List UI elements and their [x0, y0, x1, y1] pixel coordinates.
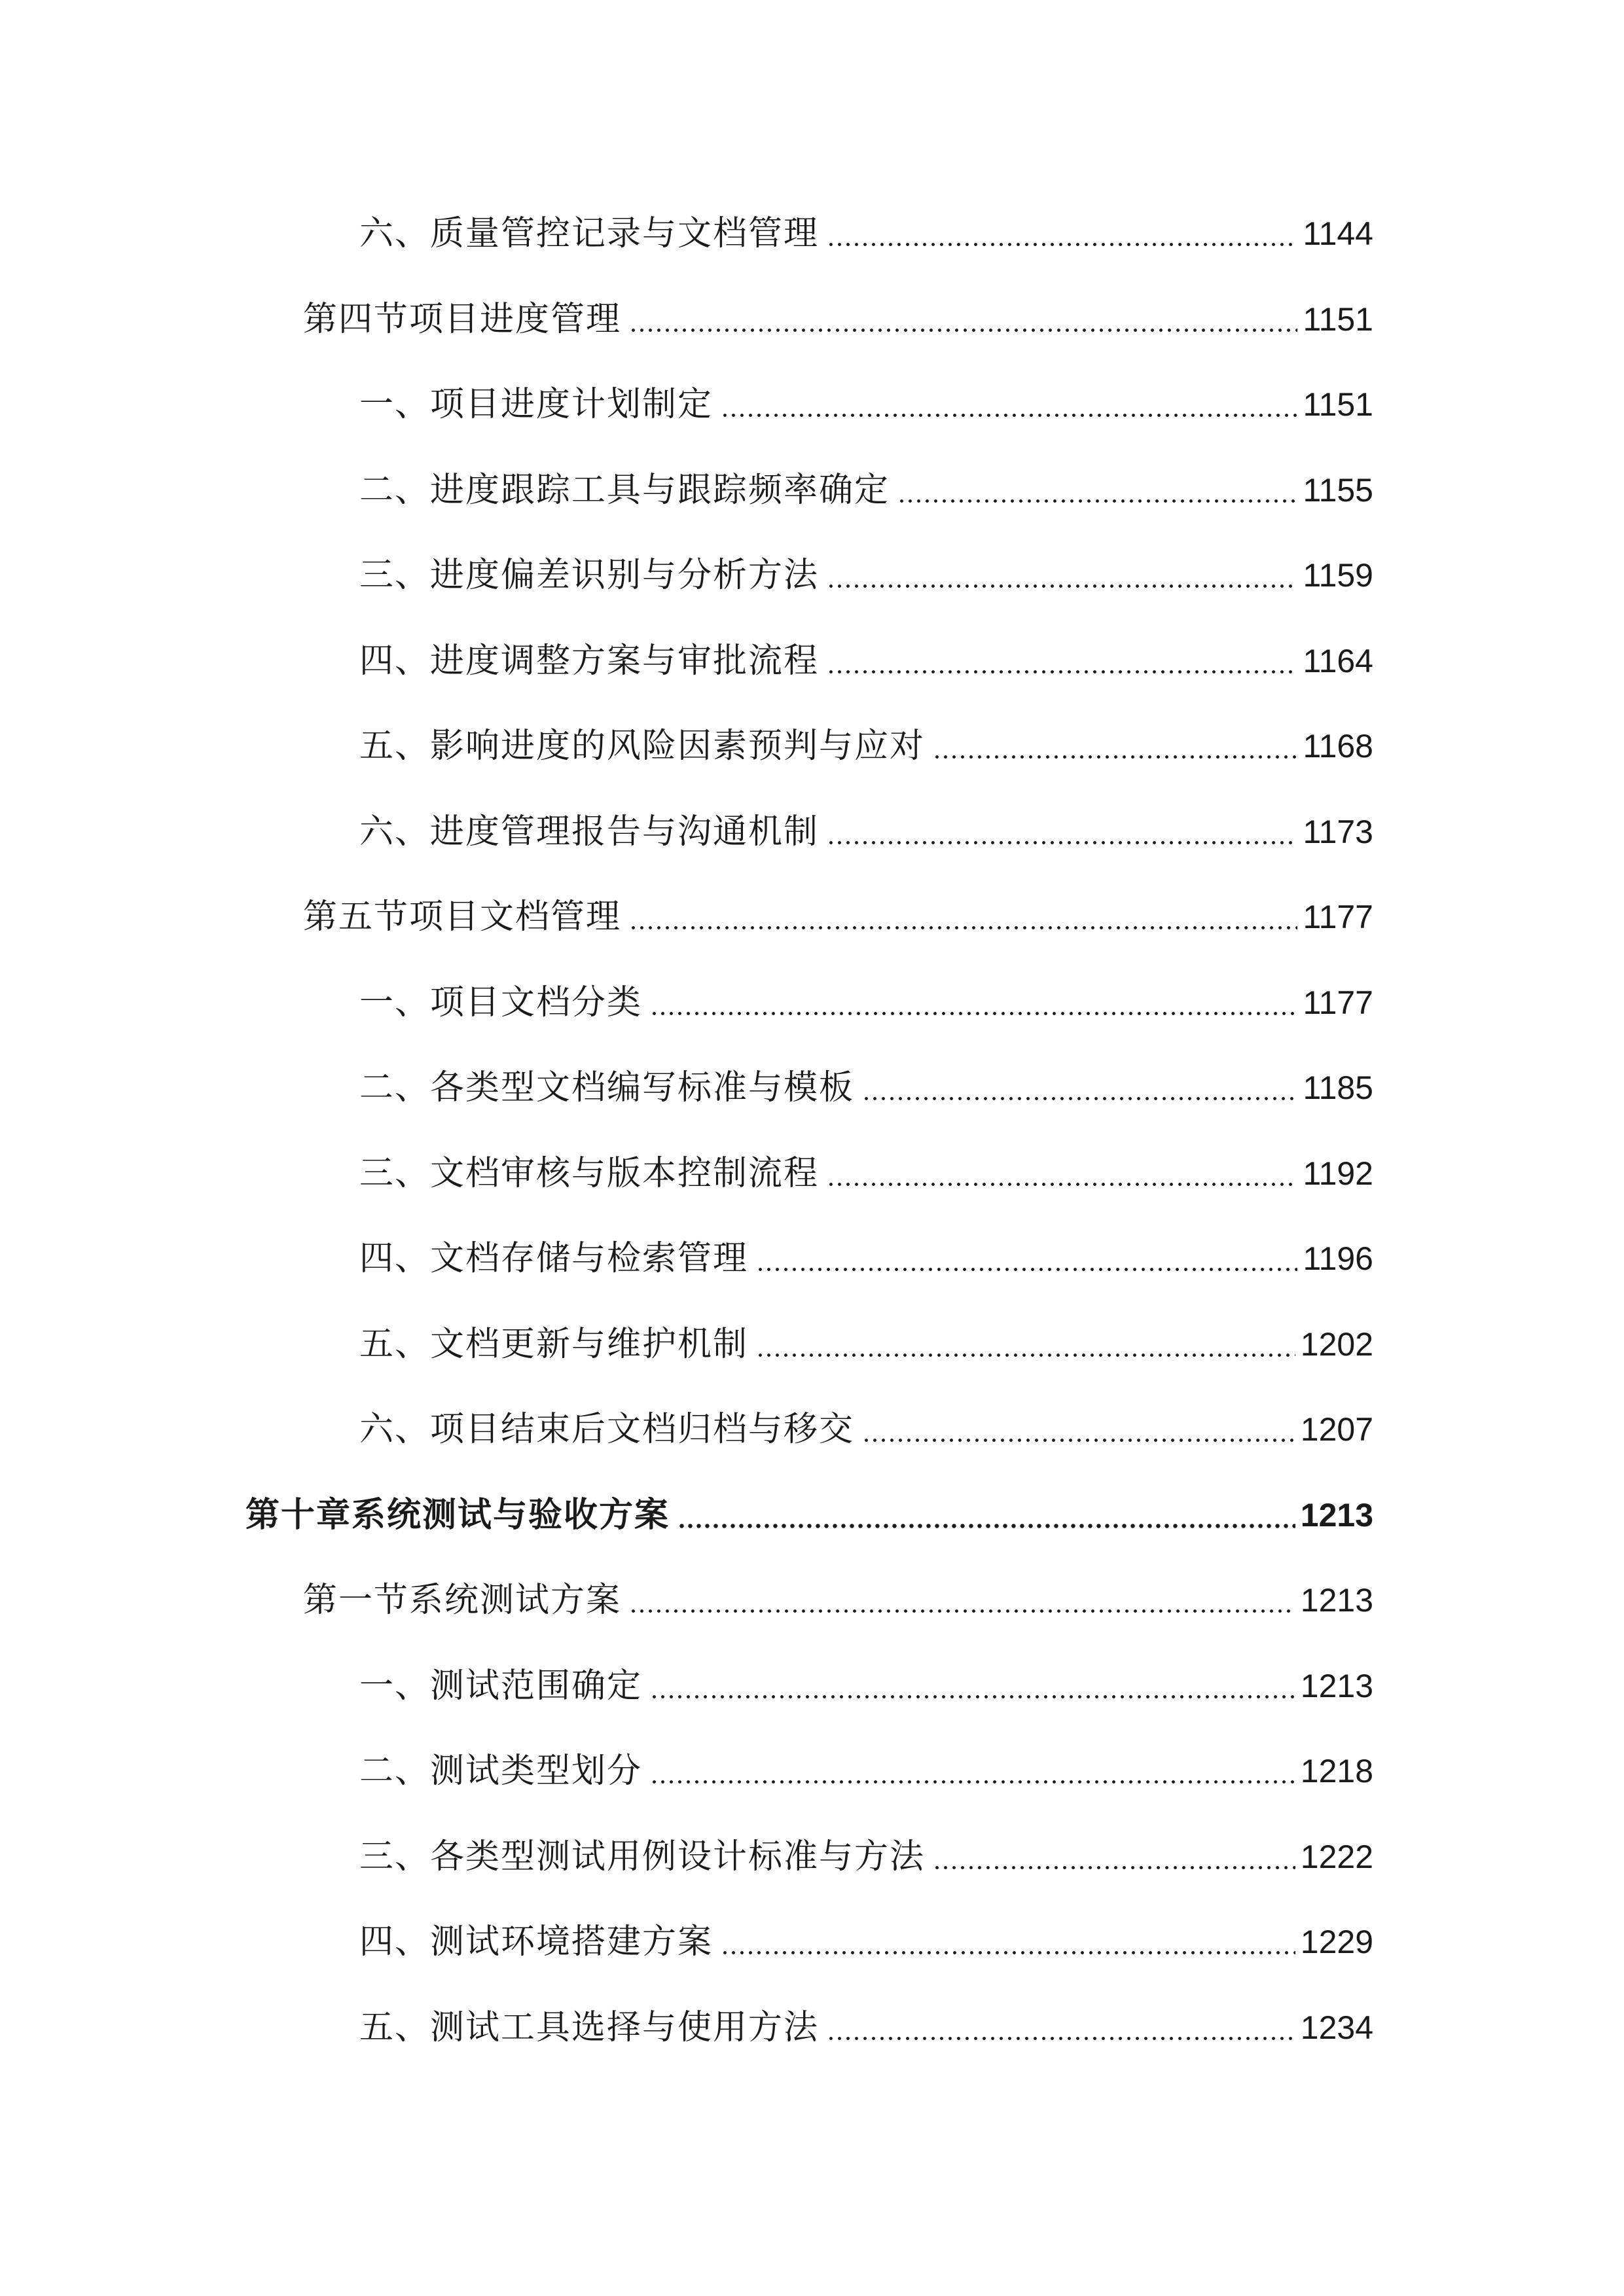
toc-dot-leader: [827, 638, 1297, 684]
toc-entry-page-number: 1213: [1300, 1582, 1373, 1619]
toc-entry[interactable]: [359, 467, 1373, 513]
toc-entry-page-number: 1185: [1303, 1069, 1373, 1106]
toc-entry[interactable]: [303, 296, 1373, 342]
toc-entry-page-number: 1222: [1300, 1838, 1373, 1875]
toc-dot-leader: [756, 1236, 1297, 1282]
toc-entry-title: 五、影响进度的风险因素预判与应对: [359, 726, 926, 766]
toc-entry-title: 第一节系统测试方案: [303, 1581, 622, 1620]
toc-entry-title: 五、测试工具选择与使用方法: [359, 2007, 820, 2047]
toc-entry[interactable]: [359, 1834, 1373, 1880]
toc-entry[interactable]: [303, 894, 1373, 940]
toc-entry-title: 第十章系统测试与验收方案: [245, 1495, 670, 1535]
toc-entry[interactable]: [359, 1919, 1373, 1965]
toc-entry-title: 二、进度跟踪工具与跟踪频率确定: [359, 470, 890, 510]
toc-entry[interactable]: [359, 1407, 1373, 1452]
toc-entry-page-number: 1207: [1300, 1411, 1373, 1448]
toc-dot-leader: [756, 1321, 1295, 1367]
toc-entry[interactable]: [359, 1663, 1373, 1709]
toc-entry-page-number: 1155: [1303, 471, 1373, 509]
toc-entry[interactable]: [245, 1492, 1373, 1538]
toc-entry[interactable]: [359, 382, 1373, 427]
toc-entry-page-number: 1202: [1300, 1325, 1373, 1363]
toc-dot-leader: [721, 382, 1297, 427]
toc-entry[interactable]: [359, 2005, 1373, 2051]
toc-entry[interactable]: [359, 638, 1373, 684]
toc-dot-leader: [827, 211, 1297, 257]
toc-entry-page-number: 1159: [1303, 557, 1373, 594]
toc-dot-leader: [629, 1577, 1295, 1623]
toc-entry-title: 一、测试范围确定: [359, 1666, 643, 1706]
toc-entry[interactable]: [359, 723, 1373, 769]
toc-entry-title: 四、文档存储与检索管理: [359, 1239, 749, 1278]
toc-dot-leader: [650, 1663, 1295, 1709]
toc-dot-leader: [629, 894, 1297, 940]
toc-entry-page-number: 1151: [1303, 386, 1373, 423]
toc-entry-page-number: 1144: [1303, 215, 1373, 252]
toc-entry-page-number: 1173: [1303, 813, 1373, 850]
toc-dot-leader: [721, 1919, 1295, 1965]
toc-dot-leader: [650, 980, 1297, 1026]
toc-entry[interactable]: [359, 1151, 1373, 1196]
toc-entry-title: 第五节项目文档管理: [303, 897, 622, 937]
toc-entry-page-number: 1196: [1303, 1240, 1373, 1277]
toc-entry-title: 二、测试类型划分: [359, 1751, 643, 1791]
toc-entry-title: 六、项目结束后文档归档与移交: [359, 1410, 855, 1449]
toc-dot-leader: [650, 1748, 1295, 1794]
toc-dot-leader: [629, 296, 1297, 342]
toc-entry[interactable]: [303, 1577, 1373, 1623]
toc-entry-title: 四、进度调整方案与审批流程: [359, 641, 820, 681]
toc-entry-page-number: 1168: [1303, 728, 1373, 764]
toc-entry-page-number: 1234: [1300, 2009, 1373, 2046]
toc-entry-title: 四、测试环境搭建方案: [359, 1922, 713, 1962]
toc-entry[interactable]: [359, 211, 1373, 257]
toc-dot-leader: [827, 809, 1297, 855]
toc-dot-leader: [827, 2005, 1295, 2051]
toc-entry-page-number: 1177: [1303, 984, 1373, 1021]
toc-entry-page-number: 1229: [1300, 1924, 1373, 1960]
toc-dot-leader: [677, 1492, 1295, 1538]
toc-entry-page-number: 1177: [1303, 899, 1373, 935]
toc-entry[interactable]: [359, 1321, 1373, 1367]
toc-entry-page-number: 1213: [1300, 1496, 1373, 1534]
toc-entry-title: 三、文档审核与版本控制流程: [359, 1153, 820, 1193]
toc-entry-page-number: 1151: [1303, 300, 1373, 338]
toc-entry-title: 二、各类型文档编写标准与模板: [359, 1068, 855, 1107]
toc-entry-page-number: 1164: [1303, 642, 1373, 679]
toc-dot-leader: [862, 1407, 1295, 1452]
toc-entry-title: 六、进度管理报告与沟通机制: [359, 812, 820, 852]
toc-entry-title: 三、进度偏差识别与分析方法: [359, 556, 820, 595]
toc-dot-leader: [933, 723, 1297, 769]
toc-entry[interactable]: [359, 1065, 1373, 1111]
toc-dot-leader: [862, 1065, 1297, 1111]
toc-entry[interactable]: [359, 980, 1373, 1026]
toc-entry-page-number: 1192: [1303, 1155, 1373, 1192]
toc-entry[interactable]: [359, 809, 1373, 855]
toc-entry-title: 五、文档更新与维护机制: [359, 1324, 749, 1364]
toc-entry-page-number: 1213: [1300, 1667, 1373, 1704]
toc-entry[interactable]: [359, 1748, 1373, 1794]
toc-entry-page-number: 1218: [1300, 1753, 1373, 1789]
toc-dot-leader: [827, 552, 1297, 598]
toc-entry[interactable]: [359, 1236, 1373, 1282]
toc-dot-leader: [827, 1151, 1297, 1196]
toc-entry-title: 六、质量管控记录与文档管理: [359, 214, 820, 253]
toc-entry-title: 一、项目文档分类: [359, 982, 643, 1022]
toc-dot-leader: [897, 467, 1297, 513]
toc-entry[interactable]: [359, 552, 1373, 598]
toc-dot-leader: [933, 1834, 1295, 1880]
toc-entry-title: 三、各类型测试用例设计标准与方法: [359, 1837, 926, 1876]
toc-entry-title: 一、项目进度计划制定: [359, 385, 713, 424]
toc-entry-title: 第四节项目进度管理: [303, 299, 622, 339]
